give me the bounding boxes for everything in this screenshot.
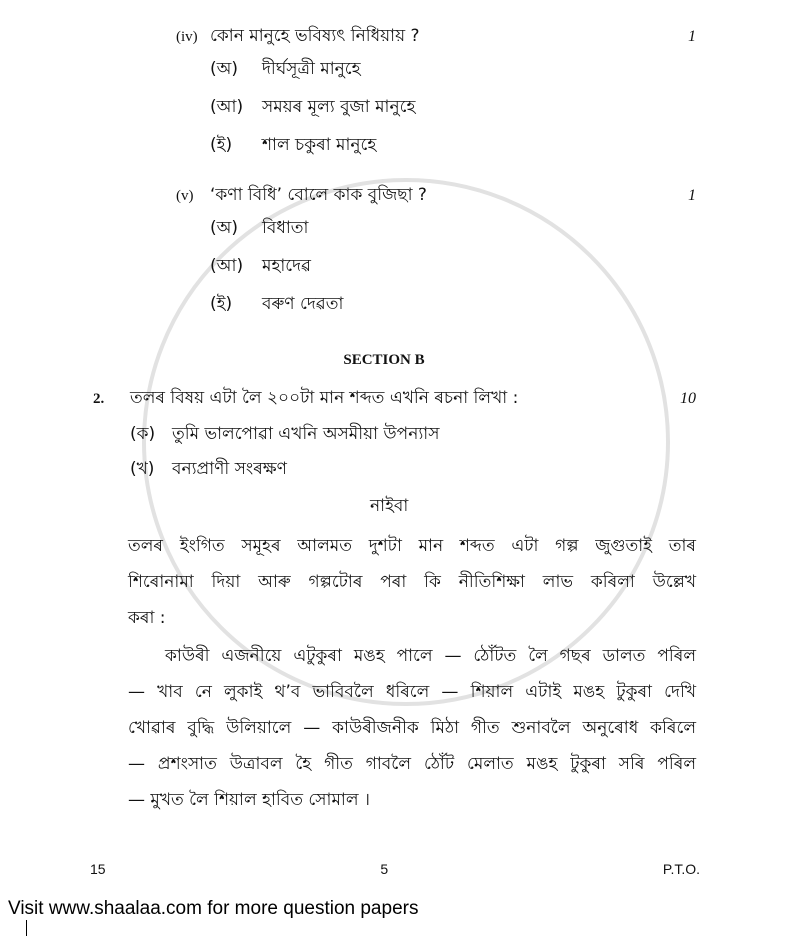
question-iv	[176, 24, 696, 49]
question-text: তলৰ বিষয় এটা লৈ ২০০টা মান শব্দত এখনি ৰচনা লিখা :	[130, 388, 519, 408]
divider	[26, 920, 27, 936]
footer-code: 15	[90, 861, 106, 877]
instruction-line: শিৰোনামা দিয়া আৰু গল্পটোৰ পৰা কি নীতিশিক্ষা লাভ কৰিলা উল্লেখ	[128, 572, 696, 592]
option-label: (ক)	[130, 424, 156, 444]
pto-label: P.T.O.	[662, 861, 700, 877]
option-label: (আ)	[210, 256, 244, 276]
page-footer	[90, 860, 700, 878]
option-text: বন্যপ্ৰাণী সংৰক্ষণ	[172, 459, 287, 479]
option	[130, 422, 696, 446]
question-number: (iv)	[176, 29, 198, 45]
question-2	[93, 386, 696, 411]
option-label: (ই)	[210, 294, 233, 314]
option-text: তুমি ভালপোৱা এখনি অসমীয়া উপন্যাস	[172, 424, 440, 444]
story-line: কাউৰী এজনীয়ে এটুকুৰা মঙহ পালে — ঠোঁটত লৈ গছৰ ডালত পৰিল	[165, 646, 696, 666]
question-marks: 1	[688, 187, 696, 204]
option-label: (অ)	[210, 59, 238, 79]
option	[210, 254, 696, 278]
question-marks: 1	[688, 28, 696, 45]
option-label: (অ)	[210, 218, 238, 238]
or-label: নাইবা	[370, 496, 409, 516]
option-label: (আ)	[210, 97, 244, 117]
option-label: (খ)	[130, 459, 155, 479]
story-line: — মুখত লৈ শিয়াল হাবিত সোমাল ।	[128, 790, 370, 810]
question-marks: 10	[680, 390, 696, 407]
instruction-line: তলৰ ইংগিত সমূহৰ আলমত দুশটা মান শব্দত এটা গল্প জুগুতাই তাৰ	[128, 536, 696, 556]
option-text: সময়ৰ মূল্য বুজা মানুহে	[262, 97, 416, 117]
question-text: ‘কণা বিধি’ বোলে কাক বুজিছা ?	[210, 185, 427, 205]
section-heading: SECTION B	[343, 352, 425, 368]
option	[210, 292, 696, 316]
banner-link[interactable]: Visit www.shaalaa.com for more question papers	[8, 898, 419, 919]
question-number: (v)	[176, 188, 194, 204]
option	[130, 457, 696, 481]
option-text: মহাদেৱ	[262, 256, 312, 276]
page-number: 5	[380, 861, 389, 877]
option-text: শাল চকুৰা মানুহে	[262, 135, 377, 155]
option	[210, 133, 696, 157]
option-text: বিধাতা	[262, 218, 309, 238]
option-label: (ই)	[210, 135, 233, 155]
question-number: 2.	[93, 391, 105, 407]
option	[210, 216, 696, 240]
option	[210, 57, 696, 81]
option-text: দীৰ্ঘসূত্ৰী মানুহে	[262, 59, 361, 79]
story-line: — খাব নে লুকাই থ’ব ভাবিবলৈ ধৰিলে — শিয়াল এটাই মঙহ টুকুৰা দেখি	[128, 682, 696, 702]
option	[210, 95, 696, 119]
story-line: খোৱাৰ বুদ্ধি উলিয়ালে — কাউৰীজনীক মিঠা গীত শুনাবলৈ অনুৰোধ কৰিলে	[128, 718, 696, 738]
story-line: — প্ৰশংসাত উত্ৰাবল হৈ গীত গাবলৈ ঠোঁট মেলাত মঙহ টুকুৰা সৰি পৰিল	[128, 754, 696, 774]
question-text: কোন মানুহে ভবিষ্যৎ নিধিয়ায় ?	[210, 26, 420, 46]
instruction-line: কৰা :	[128, 608, 166, 628]
question-v	[176, 183, 696, 208]
option-text: বৰুণ দেৱতা	[262, 294, 344, 314]
